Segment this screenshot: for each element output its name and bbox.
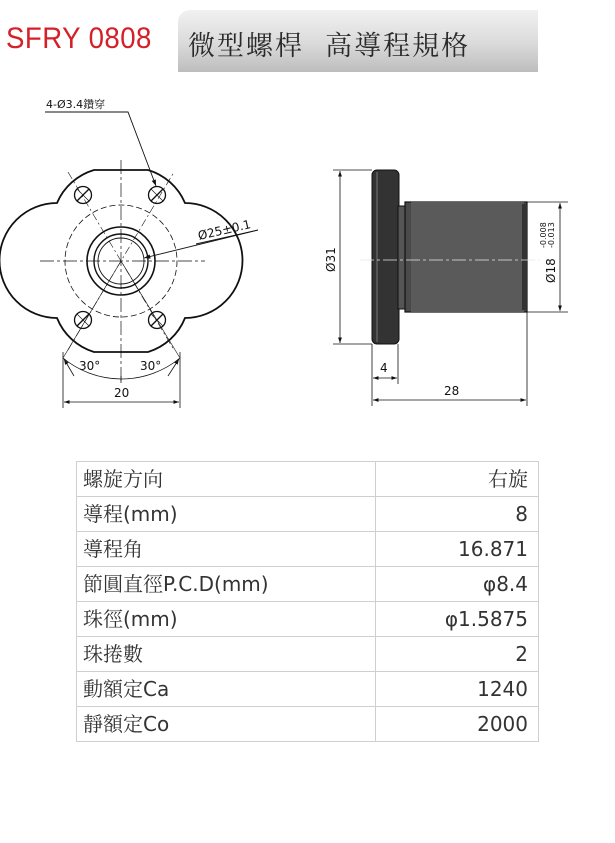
total-length-label: 28 [444,384,460,398]
model-number: SFRY 0808 [6,22,152,55]
page-title: 微型螺桿 高導程規格 [188,31,471,62]
side-flange [372,170,399,344]
spec-value: 8 [376,497,539,532]
table-row [77,497,539,532]
spec-label: 導程(mm) [77,497,376,532]
spec-value: φ8.4 [376,567,539,602]
spec-value: 16.871 [376,532,539,567]
angle-right-label: 30° [140,359,162,373]
spec-value: 右旋 [376,462,539,497]
spec-value: 1240 [376,672,539,707]
body-tol-lower: -0.013 [547,222,556,248]
flange-thickness-label: 4 [380,361,388,375]
table-row [77,672,539,707]
table-row [77,532,539,567]
flange-dia-label: Ø31 [324,247,338,272]
angle-left-label: 30° [79,359,101,373]
hole-callout: 4-Ø3.4鑽穿 [46,98,106,111]
spec-label: 動額定Ca [77,672,376,707]
side-view [333,170,568,406]
spec-label: 節圓直徑P.C.D(mm) [77,567,376,602]
spec-label: 螺旋方向 [77,462,376,497]
spec-value: φ1.5875 [376,602,539,637]
table-row [77,567,539,602]
spec-label: 珠捲數 [77,637,376,672]
table-row [77,637,539,672]
pcd-dimension: Ø25±0.1 [196,217,253,243]
table-row [77,462,539,497]
spec-label: 珠徑(mm) [77,602,376,637]
flat-width-label: 20 [114,386,130,400]
spec-value: 2000 [376,707,539,742]
table-row [77,707,539,742]
body-dia-label: Ø18 [544,258,558,283]
hole-callout-leader [45,112,156,186]
table-row [77,602,539,637]
spec-value: 2 [376,637,539,672]
body-tol-upper: -0.008 [539,222,548,248]
spec-label: 靜額定Co [77,707,376,742]
front-view [0,112,258,408]
spec-table [76,461,539,742]
spec-label: 導程角 [77,532,376,567]
mounting-holes [75,187,166,329]
